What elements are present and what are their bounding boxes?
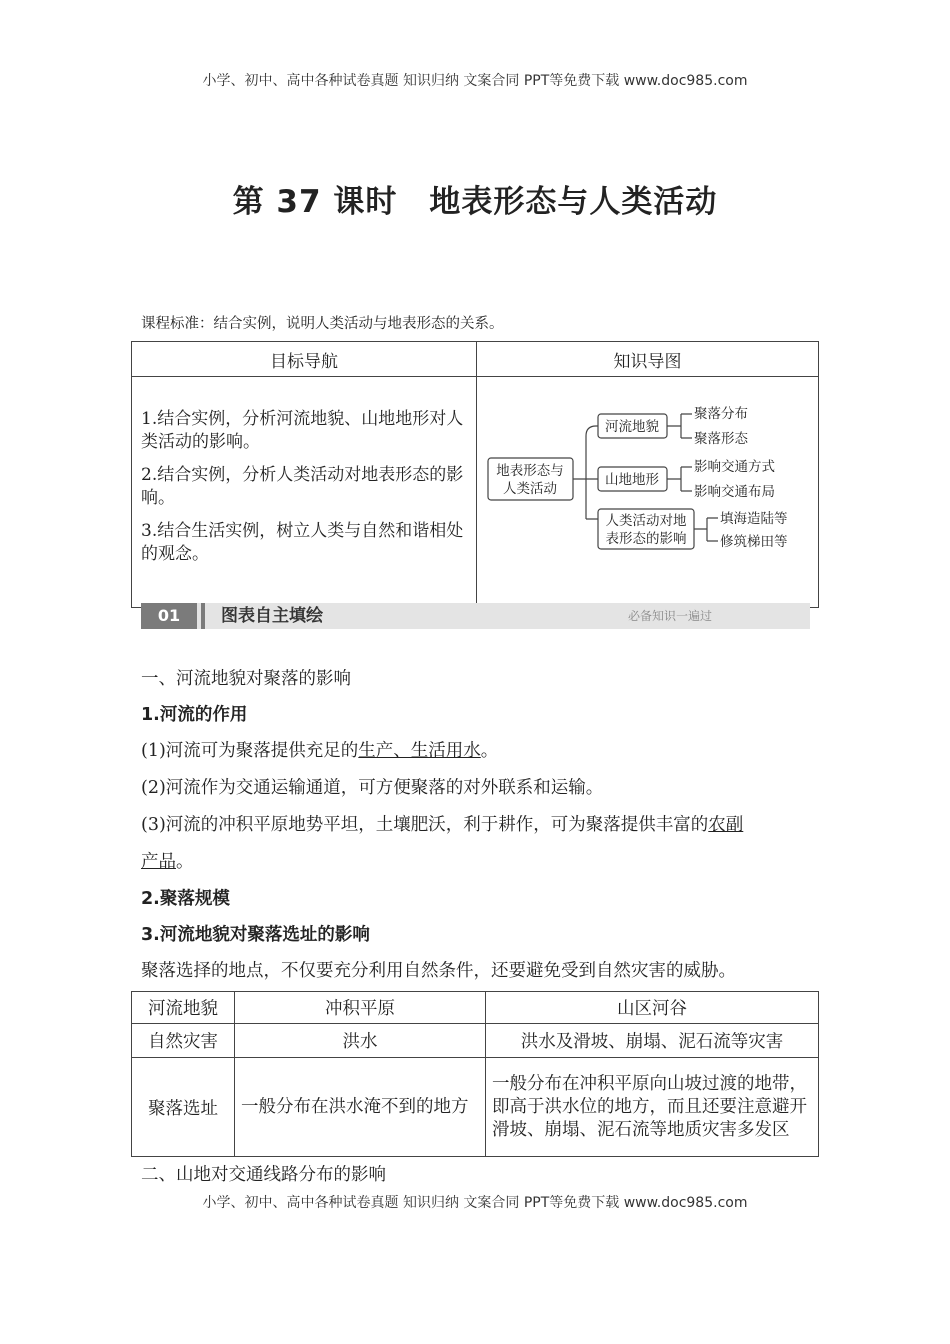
goal-item: 3.结合生活实例，树立人类与自然和谐相处的观念。 bbox=[141, 521, 464, 564]
paragraph: 聚落选择的地点，不仅要充分利用自然条件，还要避免受到自然灾害的威胁。 bbox=[141, 961, 736, 981]
subheading: 1.河流的作用 bbox=[141, 705, 248, 725]
mindmap bbox=[478, 378, 817, 602]
mindmap-leaf: 影响交通方式 bbox=[694, 459, 775, 475]
paragraph: (1)河流可为聚落提供充足的生产、生活用水。 bbox=[141, 741, 499, 761]
mindmap-leaf: 填海造陆等 bbox=[720, 511, 788, 527]
answer-blank: 生产、生活用水 bbox=[358, 741, 481, 761]
mindmap-link bbox=[667, 467, 692, 491]
paragraph: (2)河流作为交通运输通道，可方便聚落的对外联系和运输。 bbox=[141, 778, 604, 798]
section-banner bbox=[141, 603, 810, 629]
section-heading: 一、河流地貌对聚落的影响 bbox=[141, 669, 351, 689]
answer-blank: 农副 bbox=[708, 815, 744, 835]
mindmap-link bbox=[667, 414, 692, 438]
subheading: 2.聚落规模 bbox=[141, 889, 230, 909]
section-heading: 二、山地对交通线路分布的影响 bbox=[141, 1165, 386, 1185]
page-footer: 小学、初中、高中各种试卷真题 知识归纳 文案合同 PPT等免费下载 www.doc985.com bbox=[202, 1195, 748, 1211]
mindmap-link bbox=[573, 426, 598, 519]
goal-item: 2.结合实例，分析人类活动对地表形态的影响。 bbox=[141, 465, 464, 508]
table-cell: 冲积平原 bbox=[235, 992, 486, 1024]
table-cell: 聚落选址 bbox=[132, 1058, 235, 1157]
mindmap-leaf: 聚落分布 bbox=[694, 406, 748, 422]
mindmap-branch-text: 表形态的影响 bbox=[605, 531, 687, 547]
table-cell: 一般分布在洪水淹不到的地方 bbox=[235, 1058, 486, 1157]
page-header: 小学、初中、高中各种试卷真题 知识归纳 文案合同 PPT等免费下载 www.doc985.com bbox=[202, 73, 748, 89]
goals-cell bbox=[132, 377, 477, 608]
table-cell: 河流地貌 bbox=[132, 992, 235, 1024]
table-cell: 洪水 bbox=[235, 1024, 486, 1058]
settlement-table bbox=[131, 991, 819, 1157]
mindmap-root-text: 地表形态与 bbox=[496, 463, 564, 479]
goals-header: 目标导航 bbox=[132, 342, 477, 377]
subheading: 3.河流地貌对聚落选址的影响 bbox=[141, 925, 370, 945]
banner-number: 01 bbox=[141, 603, 197, 629]
table-cell: 洪水及滑坡、崩塌、泥石流等灾害 bbox=[486, 1024, 819, 1058]
mindmap-leaf: 聚落形态 bbox=[694, 431, 748, 447]
table-cell: 山区河谷 bbox=[486, 992, 819, 1024]
table-cell: 一般分布在冲积平原向山坡过渡的地带，即高于洪水位的地方，而且还要注意避开滑坡、崩塌、泥石流等地质灾害多发区 bbox=[486, 1058, 819, 1157]
mindmap-branch-text: 人类活动对地 bbox=[605, 513, 687, 529]
paragraph: (3)河流的冲积平原地势平坦，土壤肥沃，利于耕作，可为聚落提供丰富的农副 bbox=[141, 815, 744, 835]
goals-table bbox=[131, 341, 819, 608]
mindmap-header: 知识导图 bbox=[477, 342, 819, 377]
mindmap-leaf: 修筑梯田等 bbox=[720, 534, 788, 550]
mindmap-branch-text: 河流地貌 bbox=[605, 419, 659, 435]
paragraph-continuation: 产品。 bbox=[141, 852, 194, 872]
goal-item: 1.结合实例，分析河流地貌、山地地形对人类活动的影响。 bbox=[141, 409, 464, 452]
mindmap-root-text: 人类活动 bbox=[503, 481, 557, 497]
page-title: 第 37 课时 地表形态与人类活动 bbox=[232, 184, 718, 220]
banner-title: 图表自主填绘 bbox=[221, 606, 323, 626]
mindmap-link bbox=[694, 518, 718, 541]
table-cell: 自然灾害 bbox=[132, 1024, 235, 1058]
mindmap-leaf: 影响交通布局 bbox=[694, 484, 775, 500]
banner-divider bbox=[201, 603, 205, 629]
answer-blank: 产品 bbox=[141, 852, 176, 872]
mindmap-branch-text: 山地地形 bbox=[605, 472, 659, 488]
mindmap-cell bbox=[477, 377, 819, 608]
course-standard: 课程标准：结合实例，说明人类活动与地表形态的关系。 bbox=[141, 316, 504, 332]
banner-subtitle: 必备知识一遍过 bbox=[627, 609, 712, 623]
